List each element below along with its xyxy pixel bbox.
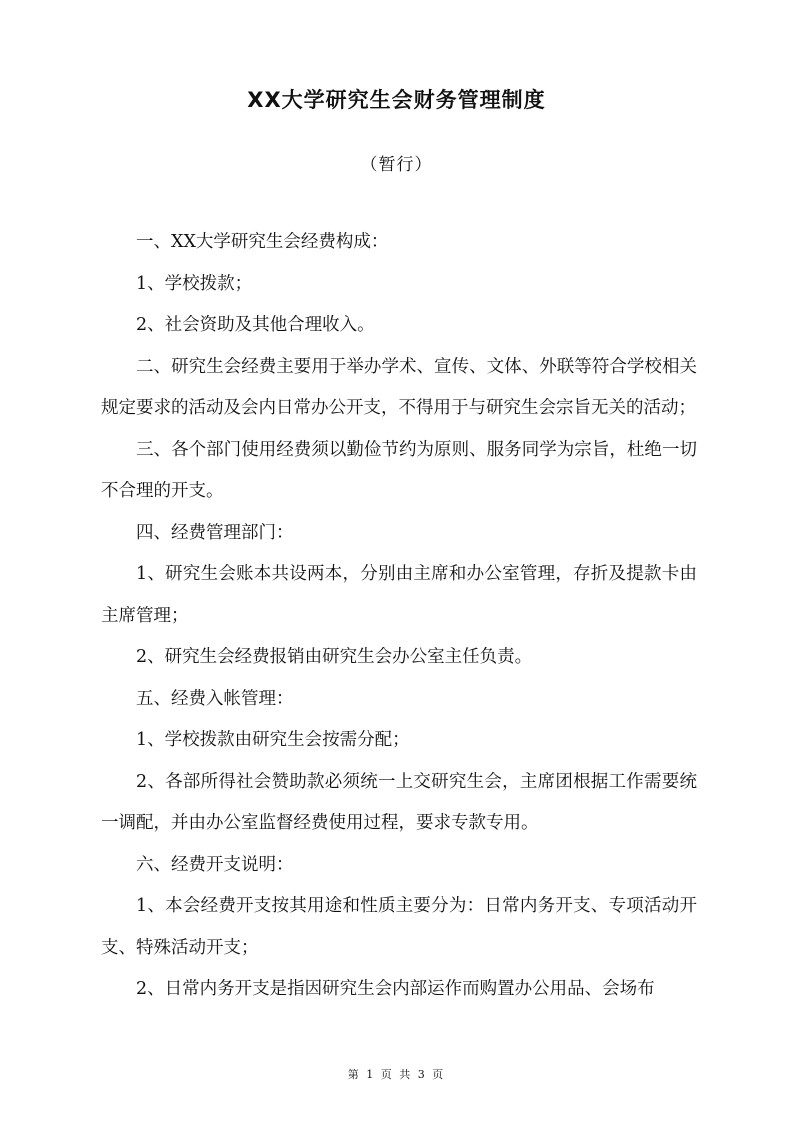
paragraph: 1、本会经费开支按其用途和性质主要分为：日常内务开支、专项活动开支、特殊活动开支； — [101, 896, 697, 958]
paragraph: 四、经费管理部门： — [136, 522, 294, 543]
paragraph: 2、社会资助及其他合理收入。 — [136, 315, 375, 335]
document-body — [101, 222, 697, 1011]
paragraph: 1、学校拨款； — [136, 273, 253, 294]
paragraph: 2、日常内务开支是指因研究生会内部运作而购置办公用品、会场布 — [136, 979, 655, 999]
paragraph: 六、经费开支说明： — [136, 854, 294, 875]
paragraph: 1、研究生会账本共设两本，分别由主席和办公室管理，存折及提款卡由主席管理； — [101, 564, 697, 626]
document-title: XX大学研究生会财务管理制度 — [247, 88, 546, 112]
paragraph: 一、XX大学研究生会经费构成： — [136, 232, 389, 252]
page-number-footer: 第 1 页 共 3 页 — [347, 1068, 446, 1081]
document-subtitle: （暂行） — [360, 155, 433, 175]
paragraph: 2、各部所得社会赞助款必须统一上交研究生会，主席团根据工作需要统一调配，并由办公室监督经费使用过程，要求专款专用。 — [101, 771, 697, 833]
paragraph: 2、研究生会经费报销由研究生会办公室主任负责。 — [136, 647, 533, 667]
paragraph: 1、学校拨款由研究生会按需分配； — [136, 730, 410, 750]
paragraph: 五、经费入帐管理： — [136, 688, 294, 709]
paragraph: 二、研究生会经费主要用于举办学术、宣传、文体、外联等符合学校相关规定要求的活动及会内日常办公开支，不得用于与研究生会宗旨无关的活动； — [101, 356, 697, 418]
paragraph: 三、各个部门使用经费须以勤俭节约为原则、服务同学为宗旨，杜绝一切不合理的开支。 — [101, 439, 697, 501]
